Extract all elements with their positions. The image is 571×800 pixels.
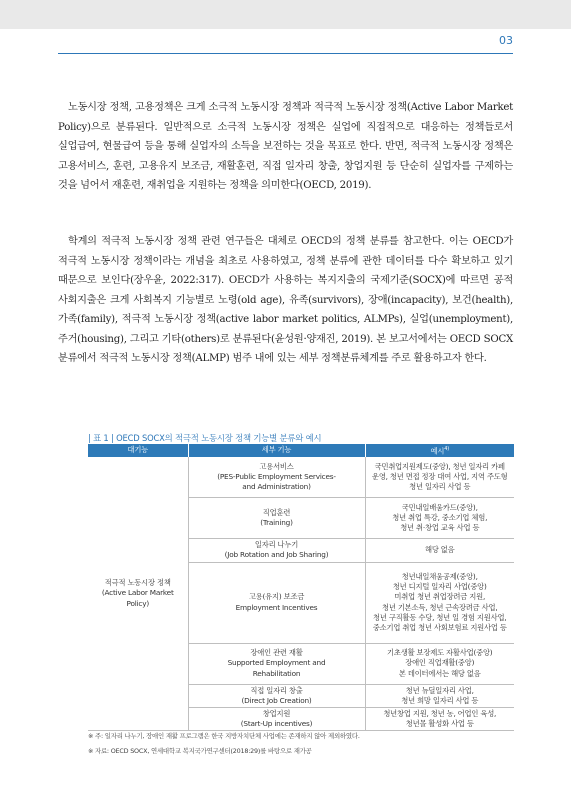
example-line: 국민내일배움카드(중앙), [401,502,478,512]
page-number: 03 [499,34,513,47]
paragraph-2: 학계의 적극적 노동시장 정책 관련 연구들은 대체로 OECD의 정책 분류를 참고한다. 이는 OECD가 적극적 노동시장 정책이라는 개념을 최초로 사용하였고, 정책 분류에 관한 데이터를 다수 확보하고 있기 때문으로 보인다(장우윤, 2022:317). OECD가 사용하는 복지지출의 국제기준(SOCX)에 따르면 공적 사회지출은 크게 사회복지 기능별로 노령(old age), 유족(survivors), 장애(incapacity), 보건(health), 가족(family), 적극적 노동시장 정책(active labor market politics, ALMPs), 실업(unemployment), 주거(housing), 그리고 기타(others)로 분류된다(윤성원·양재진, 2019). 본 보고서에서는 OECD SOCX 분류에서 적극적 노동시장 정책(ALMP) 범주 내에 있는 세부 정책분류체계를 주로 활용하고자 한다. [58,236,513,364]
detail-line: 고용(유지) 보조금 [248,592,305,602]
table-note: ※ 주: 일자리 나누기, 장애인 재활 프로그램은 한국 지방자치단체 사업에는 존재하지 않아 제외하였다. [88,732,360,740]
policy-table [88,444,514,731]
header-example: 예시$^{4)}$ [365,444,514,457]
detail-cell [188,707,365,730]
detail-line: 직접 일자리 창출 [250,685,303,695]
example-cell [365,498,514,539]
example-cell [365,643,514,684]
header-rule [58,53,513,54]
detail-cell [188,498,365,539]
example-line: 청년 구직활동 수당, 청년 일 경험 지원사업, [373,612,507,622]
detail-line: (Training) [260,518,293,528]
example-cell [365,457,514,498]
detail-line: 일자리 나누기 [254,540,299,550]
example-line: 운영, 청년 면접 정장 대여 사업, 지역 주도형 [371,471,508,481]
example-line: 청년내일채움공제(중앙), [401,571,478,581]
table-header-row [88,444,514,457]
example-line: 본 데이터에서는 해당 없음 [398,668,481,678]
detail-line: Employment Incentives [235,602,318,612]
example-line: 미취업 청년 취업장려금 지원, [394,592,486,602]
example-line: 기초생활 보장제도 자활사업(중앙) [387,648,493,658]
example-line: 청년창업 지원, 청년 농, 어업인 육성, [383,708,497,718]
example-cell [365,562,514,643]
detail-cell [188,643,365,684]
example-line: 청년 희망 일자리 사업 등 [401,695,479,705]
example-line: 중소기업 취업 청년 사회보험료 지원사업 등 [372,622,507,632]
example-line: 해당 없음 [424,545,455,555]
category-cell [88,457,188,731]
detail-cell [188,457,365,498]
detail-line: 창업지원 [262,708,291,718]
example-cell [365,707,514,730]
example-line: 청년 취·창업 교육 사업 등 [400,523,480,533]
example-line: 청년 뉴딜일자리 사업, [405,685,474,695]
example-line: 청년 일자리 사업 등 [409,481,471,491]
detail-line: 장애인 관련 재활 [250,648,303,658]
example-cell [365,539,514,562]
table-source: ※ 자료: OECD SOCX, 연세대학교 복지국가연구센터(2018:29)를 바탕으로 재가공 [88,747,312,755]
detail-line: Supported Employment and [227,658,326,668]
detail-cell [188,539,365,562]
example-line: 청년 디지털 일자리 사업(중앙) [392,582,487,592]
table-body [88,457,514,731]
detail-line: (PES-Public Employment Services- [217,471,336,481]
detail-line: 고용서비스 [259,461,294,471]
detail-cell [188,684,365,707]
detail-line: (Job Rotation and Job Sharing) [224,550,329,560]
category-line: 적극적 노동시장 정책 [104,578,171,588]
example-line: 장애인 직업재활(중앙) [405,658,475,668]
detail-line: (Direct Job Creation) [241,695,312,705]
table-title: | 표 1 | OECD SOCX의 적극적 노동시장 정책 기능별 분류와 예시 [88,433,322,443]
detail-line: 직업훈련 [262,507,291,517]
category-line: Policy) [126,598,149,608]
example-line: 청년 기본소득, 청년 근속장려금 사업, [382,602,498,612]
detail-line: Rehabilitation [252,668,301,678]
header-band [0,0,571,29]
category-line: (Active Labor Market [101,588,174,598]
example-line: 청년몰 활성화 사업 등 [405,719,474,729]
header-detail: 세부 기능 [188,444,365,457]
detail-cell [188,562,365,643]
paragraph-1: 노동시장 정책, 고용정책은 크게 소극적 노동시장 정책과 적극적 노동시장 정책(Active Labor Market Policy)으로 분류된다. 일반적으로 소극적 노동시장 정책은 실업에 직접적으로 대응하는 정책들로서 실업급여, 현물급여 등을 통해 실업자의 소득을 보전하는 것을 목표로 한다. 반면, 적극적 노동시장 정책은 고용서비스, 훈련, 고용유지 보조금, 재활훈련, 직접 일자리 창출, 창업지원 등 단순히 실업자를 구제하는 것을 넘어서 재훈련, 재취업을 지원하는 정책을 의미한다(OECD, 2019). [58,102,513,191]
example-line: 국민취업지원제도(중앙), 청년 일자리 카페 [374,461,505,471]
example-cell [365,684,514,707]
example-line: 청년 취업 특강, 중소기업 체험, [392,513,488,523]
header-function: 대기능 [88,444,188,457]
table-row [88,457,514,498]
detail-line: (Start-Up incentives) [240,719,313,729]
detail-line: and Administration) [242,481,311,491]
